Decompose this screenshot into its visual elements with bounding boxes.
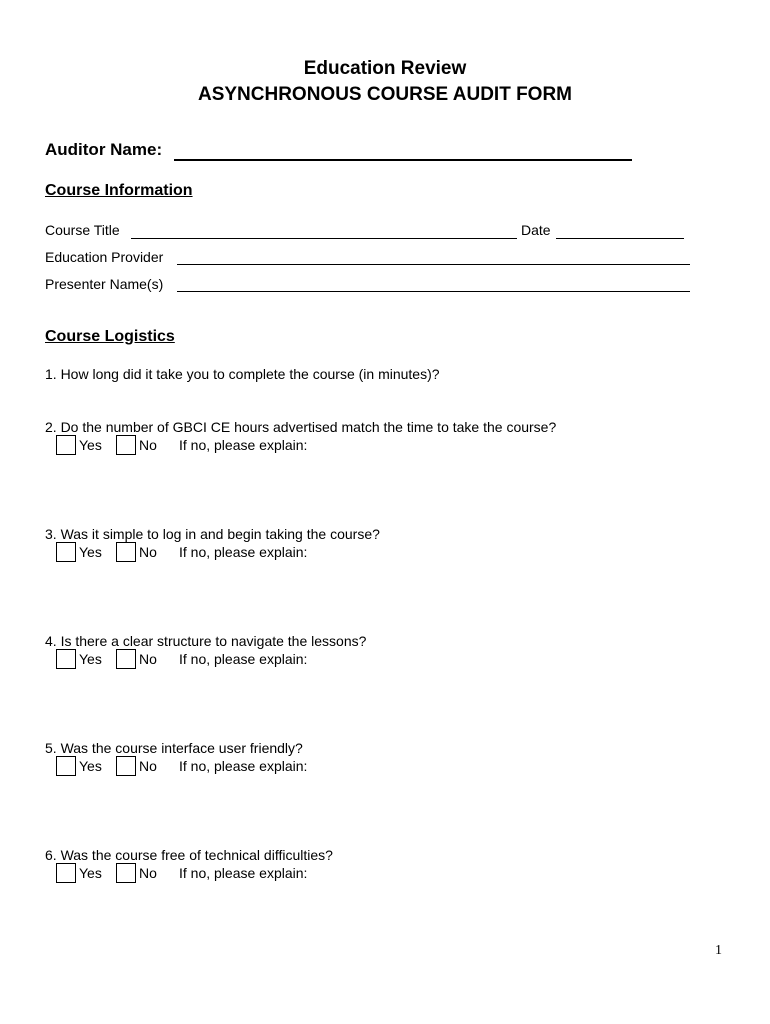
- page-number: 1: [715, 943, 722, 958]
- q3-yes-label: Yes: [79, 544, 102, 560]
- q2-no-checkbox[interactable]: [116, 435, 136, 455]
- q6-explain-label: If no, please explain:: [179, 865, 308, 881]
- q3-explain-label: If no, please explain:: [179, 544, 308, 560]
- q3-no-checkbox[interactable]: [116, 542, 136, 562]
- date-field[interactable]: [556, 238, 684, 239]
- question-5: 5. Was the course interface user friendly?: [45, 740, 303, 756]
- q4-yes-label: Yes: [79, 651, 102, 667]
- q5-yes-checkbox[interactable]: [56, 756, 76, 776]
- q5-explain-label: If no, please explain:: [179, 758, 308, 774]
- q5-no-label: No: [139, 758, 157, 774]
- q4-explain-label: If no, please explain:: [179, 651, 308, 667]
- question-1: 1. How long did it take you to complete the course (in minutes)?: [45, 366, 440, 382]
- q2-yes-label: Yes: [79, 437, 102, 453]
- q6-no-label: No: [139, 865, 157, 881]
- presenter-names-label: Presenter Name(s): [45, 276, 164, 292]
- form-title: Education Review: [303, 58, 467, 79]
- auditor-name-label: Auditor Name:: [45, 140, 163, 159]
- q5-yes-label: Yes: [79, 758, 102, 774]
- form-subtitle: ASYNCHRONOUS COURSE AUDIT FORM: [197, 84, 573, 105]
- question-2: 2. Do the number of GBCI CE hours advertised match the time to take the course?: [45, 419, 557, 435]
- q6-yes-checkbox[interactable]: [56, 863, 76, 883]
- q6-yes-label: Yes: [79, 865, 102, 881]
- q3-yes-checkbox[interactable]: [56, 542, 76, 562]
- education-provider-field[interactable]: [177, 264, 690, 265]
- q2-yes-checkbox[interactable]: [56, 435, 76, 455]
- q3-no-label: No: [139, 544, 157, 560]
- q5-no-checkbox[interactable]: [116, 756, 136, 776]
- q4-no-label: No: [139, 651, 157, 667]
- question-4: 4. Is there a clear structure to navigate the lessons?: [45, 633, 367, 649]
- q2-no-label: No: [139, 437, 157, 453]
- question-3: 3. Was it simple to log in and begin taking the course?: [45, 526, 380, 542]
- question-6: 6. Was the course free of technical difficulties?: [45, 847, 333, 863]
- q4-yes-checkbox[interactable]: [56, 649, 76, 669]
- q2-explain-label: If no, please explain:: [179, 437, 308, 453]
- course-title-field[interactable]: [131, 238, 517, 239]
- q4-no-checkbox[interactable]: [116, 649, 136, 669]
- course-logistics-heading: Course Logistics: [45, 328, 175, 345]
- presenter-names-field[interactable]: [177, 291, 690, 292]
- course-title-label: Course Title: [45, 222, 120, 238]
- auditor-name-field[interactable]: [174, 159, 632, 161]
- q6-no-checkbox[interactable]: [116, 863, 136, 883]
- date-label: Date: [521, 222, 551, 238]
- course-information-heading: Course Information: [45, 182, 193, 199]
- education-provider-label: Education Provider: [45, 249, 164, 265]
